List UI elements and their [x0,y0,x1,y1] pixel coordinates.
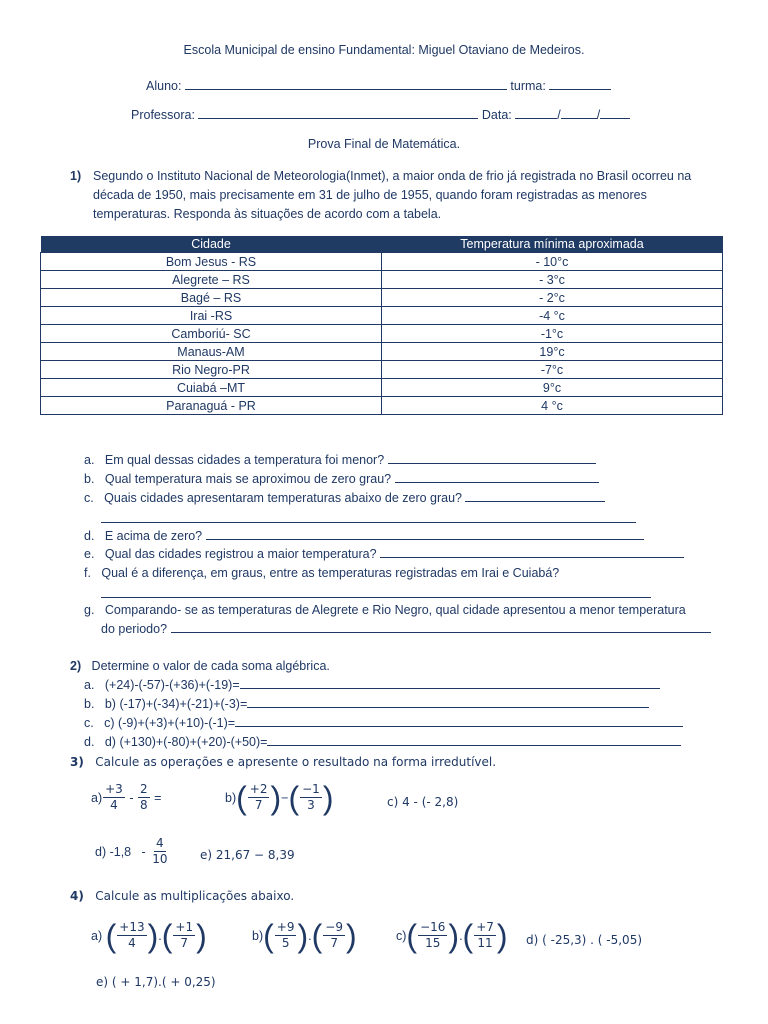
item-text: b) (-17)+(-34)+(-21)+(-3)= [104,697,248,711]
q1-item-e [84,545,684,564]
table-row [41,397,723,415]
item-letter: g. [84,603,95,617]
q4-item-d: d) ( -25,3) . ( -5,05) [526,933,643,947]
q1-item-b [84,470,599,489]
item-letter: c. [84,716,94,730]
item-label: d) -1,8 - [95,844,146,859]
date-year-blank[interactable] [600,106,630,119]
answer-blank[interactable] [388,451,596,464]
table-header-row [41,236,723,253]
item-text: c) (-9)+(+3)+(+10)-(-1)= [104,716,236,730]
item-letter: b. [84,697,95,711]
answer-blank[interactable] [101,585,651,598]
answer-blank[interactable] [267,733,681,746]
table-row [41,253,723,271]
item-text: E acima de zero? [104,529,203,543]
city-cell: Manaus-AM [41,343,382,361]
q1-item-d [84,527,644,546]
fraction: $\frac{+13}{4}$ [119,920,145,950]
q1-number: 1) [70,169,82,183]
answer-blank[interactable] [171,620,711,633]
q4-item-e: e) ( + 1,7).( + 0,25) [96,975,216,989]
fraction: $\frac{-16}{15}$ [420,920,446,950]
item-letter: d. [84,529,95,543]
fraction: $\frac{+7}{11}$ [476,920,494,950]
q1-item-a [84,451,596,470]
temp-cell: -7°c [382,361,723,379]
q4-item-a: a) ( $\frac{+13}{4}$ ) . ( $\frac{+1}{7}$ ) [91,917,207,954]
item-text: Qual temperatura mais se aproximou de zero grau? [104,472,392,486]
fraction: $\frac{2}{8}$ [139,782,148,812]
temperature-table [40,236,723,415]
temp-cell: -4 °c [382,307,723,325]
paren: ( [288,779,300,816]
item-text: Qual das cidades registrou a maior temperatura? [104,547,377,561]
date-day-blank[interactable] [515,106,557,119]
temp-cell: 4 °c [382,397,723,415]
q3-item-d [95,836,170,867]
exam-title: Prova Final de Matemática. [307,137,461,151]
item-label: c) [396,928,407,943]
answer-blank[interactable] [101,510,636,523]
item-text: Qual é a diferença, em graus, entre as temperaturas registradas em Irai e Cuiabá? [101,566,560,580]
q3-number: 3) [70,755,84,769]
answer-blank[interactable] [380,545,684,558]
paren: ) [322,779,334,816]
q4-header [70,887,294,906]
q4-number: 4) [70,889,84,903]
q1-item-c [84,489,605,508]
item-letter: a. [84,678,95,692]
table-row [41,307,723,325]
table-row [41,343,723,361]
professora-label: Professora: [131,108,195,122]
item-text: Em qual dessas cidades a temperatura foi menor? [104,453,385,467]
operator: - [129,790,134,805]
q3-item-e: e) 21,67 − 8,39 [200,848,295,862]
item-letter: b. [84,472,95,486]
q2-number: 2) [70,659,82,673]
answer-blank[interactable] [206,527,644,540]
item-text: Quais cidades apresentaram temperaturas abaixo de zero grau? [104,491,462,505]
answer-blank[interactable] [240,676,660,689]
q1-text-line3: temperaturas. Responda às situações de acordo com a tabela. [93,207,442,221]
professora-blank[interactable] [198,106,478,119]
q3-item-b [225,779,334,816]
table-row [41,325,723,343]
table-row [41,289,723,307]
q4-item-c: c) ( $\frac{-16}{15}$ ) . ( $\frac{+7}{11}$ ) [396,917,508,954]
q3-title: Calcule as operações e apresente o resultado na forma irredutível. [95,755,497,769]
city-cell: Alegrete – RS [41,271,382,289]
fraction: $\frac{4}{10}$ [152,836,168,866]
temp-cell: - 3°c [382,271,723,289]
q2-item [84,676,660,695]
teacher-row: Professora: Data: / / [131,106,630,122]
table-row [41,379,723,397]
fraction: $\frac{-9}{7}$ [325,920,343,950]
data-label: Data: [481,108,512,122]
answer-blank[interactable] [247,695,649,708]
aluno-blank[interactable] [185,77,507,90]
fraction: $\frac{+1}{7}$ [175,920,194,950]
q2-item [84,733,681,752]
q1-text-line2: década de 1950, mais precisamente em 31 de julho de 1955, quando foram registradas as menores [93,188,647,202]
date-month-blank[interactable] [561,106,597,119]
city-cell: Cuiabá –MT [41,379,382,397]
q1-text [93,167,691,224]
temp-cell: -1°c [382,325,723,343]
table-header-temp: Temperatura mínima aproximada [382,236,723,253]
temp-cell: 19°c [382,343,723,361]
item-letter: a. [84,453,95,467]
fraction: $\frac{+3}{4}$ [105,782,123,812]
item-label: b) [225,790,237,805]
item-text: d) (+130)+(-80)+(+20)-(+50)= [104,735,268,749]
q2-item [84,695,649,714]
table-row [41,361,723,379]
temp-cell: - 2°c [382,289,723,307]
q3-item-c: c) 4 - (- 2,8) [387,795,459,809]
item-letter: c. [84,491,94,505]
item-text: Comparando- se as temperaturas de Alegrete e Rio Negro, qual cidade apresentou a menor temperatura [104,603,686,617]
city-cell: Rio Negro-PR [41,361,382,379]
item-letter: f. [84,566,91,580]
fraction: $\frac{+9}{5}$ [276,920,295,950]
q3-header [70,753,496,772]
paren: ( [236,779,247,816]
item-label: b) [252,928,264,943]
aluno-label: Aluno: [146,79,182,93]
paren: ) [270,779,282,816]
school-name: Escola Municipal de ensino Fundamental: Miguel Otaviano de Medeiros. [183,43,585,57]
q3-item-a [91,782,161,813]
item-letter: d. [84,735,95,749]
q1-item-f [84,564,559,583]
temp-cell: - 10°c [382,253,723,271]
q1-text-line1: Segundo o Instituto Nacional de Meteorologia(Inmet), a maior onda de frio já registrada no Brasil ocorreu na [93,169,692,183]
item-text: do periodo? [101,622,168,636]
item-text: (+24)-(-57)-(+36)+(-19)= [104,678,240,692]
dot: . [158,928,162,943]
answer-blank[interactable] [465,489,605,502]
dot: . [308,928,312,943]
city-cell: Bagé – RS [41,289,382,307]
student-row [146,77,611,93]
temp-cell: 9°c [382,379,723,397]
answer-blank[interactable] [235,714,683,727]
table-header-city: Cidade [41,236,382,253]
operator: − [281,790,289,805]
table-row [41,271,723,289]
q4-title: Calcule as multiplicações abaixo. [95,889,295,903]
city-cell: Paranaguá - PR [41,397,382,415]
q2-item [84,714,683,733]
fraction: $\frac{+2}{7}$ [249,782,268,812]
q1-item-g [84,601,686,620]
fraction: $\frac{-1}{3}$ [302,782,320,812]
q2-title: Determine o valor de cada soma algébrica. [91,659,330,673]
q4-item-b: b) ( $\frac{+9}{5}$ ) . ( $\frac{-9}{7}$ ) [252,917,357,954]
item-label: a) [91,928,103,943]
item-label: a) [91,790,103,805]
dot: . [459,928,463,943]
item-letter: e. [84,547,95,561]
q2-header [70,657,330,676]
city-cell: Bom Jesus - RS [41,253,382,271]
turma-label: turma: [510,79,546,93]
q1-item-g-line2 [101,620,711,639]
city-cell: Irai -RS [41,307,382,325]
turma-blank[interactable] [549,77,611,90]
city-cell: Camboriú- SC [41,325,382,343]
answer-blank[interactable] [395,470,599,483]
equals: = [154,790,162,805]
